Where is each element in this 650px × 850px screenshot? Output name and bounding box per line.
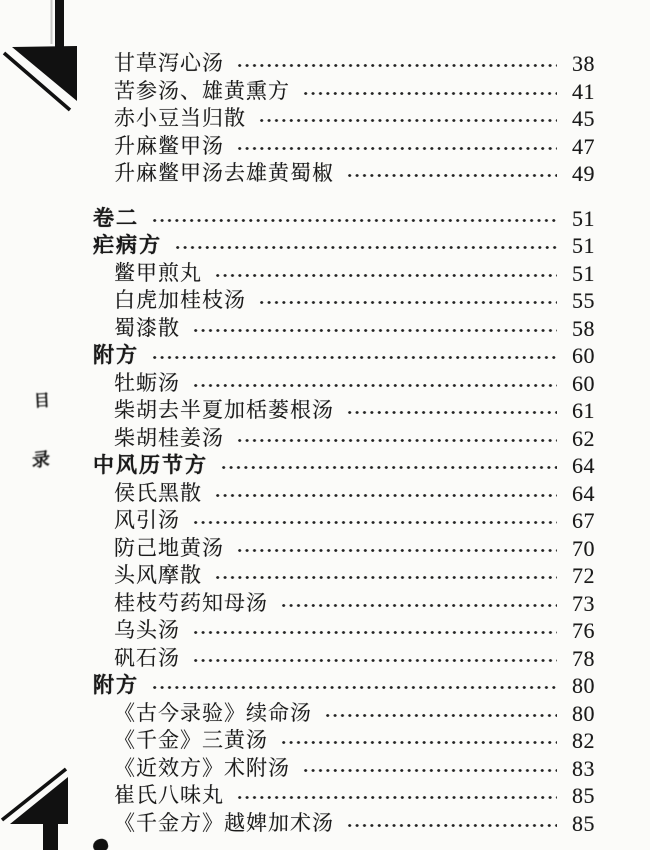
dot-leader (236, 64, 557, 67)
dot-leader (236, 549, 557, 552)
toc-entry-title: 矾石汤 (114, 645, 180, 670)
toc-row (0, 672, 595, 700)
toc-entry-title: 《古今录验》续命汤 (114, 700, 312, 725)
dot-leader (302, 92, 557, 95)
toc-row (0, 78, 595, 106)
toc-entry-title: 风引汤 (114, 508, 180, 532)
dot-leader (324, 714, 557, 717)
toc-entry-page: 70 (572, 535, 595, 561)
dot-leader (280, 604, 557, 607)
dot-leader (192, 659, 557, 662)
toc-entry-title: 甘草泻心汤 (114, 51, 224, 75)
dot-leader (192, 521, 557, 524)
toc-row (0, 287, 595, 315)
toc-entry-title: 崔氏八味丸 (114, 783, 224, 807)
corner-mark-bottom-icon (0, 758, 90, 850)
toc-entry-title: 蜀漆散 (114, 315, 180, 340)
toc-entry-page: 72 (572, 563, 595, 588)
dot-leader (151, 356, 557, 359)
toc-entry-title: 升麻鳖甲汤去雄黄蜀椒 (114, 161, 334, 185)
toc-row (0, 590, 595, 618)
toc-entry-page: 49 (572, 161, 595, 186)
toc-entry-title: 桂枝芍药知母汤 (114, 590, 268, 615)
toc-entry-page: 55 (572, 288, 595, 313)
dot-leader (258, 119, 557, 122)
toc-entry-page: 61 (572, 398, 595, 423)
toc-entry-title: 卷二 (93, 206, 139, 230)
dot-leader (236, 147, 557, 150)
toc-entry-page: 76 (572, 618, 595, 643)
toc-entry-page: 38 (572, 51, 595, 76)
toc-row (0, 397, 595, 425)
toc-row (0, 342, 595, 370)
toc-entry-title: 中风历节方 (93, 454, 208, 477)
toc-entry-title: 苦参汤、雄黄熏方 (114, 78, 290, 103)
toc-entry-page: 82 (572, 728, 595, 753)
toc-row (0, 315, 595, 343)
toc-entry-page: 60 (572, 370, 595, 396)
dot-leader (236, 439, 557, 442)
toc-entry-title: 附方 (93, 674, 139, 697)
dot-leader (346, 824, 557, 827)
ink-blot (92, 837, 110, 850)
toc-row (0, 700, 595, 728)
toc-row (0, 205, 595, 233)
toc-entry-title: 升麻鳖甲汤 (114, 133, 224, 158)
toc-entry-title: 《千金》三黄汤 (114, 728, 268, 752)
dot-leader (214, 274, 557, 277)
toc-entry-title: 白虎加桂枝汤 (114, 288, 246, 312)
toc-entry-page: 41 (572, 78, 595, 104)
toc-entry-page: 51 (572, 260, 595, 286)
toc-list (0, 50, 650, 837)
dot-leader (192, 329, 557, 332)
toc-entry-page: 85 (572, 783, 595, 808)
margin-label-char: 目 (33, 392, 51, 411)
toc-entry-title: 牡蛎汤 (114, 370, 180, 395)
toc-entry-page: 78 (572, 645, 595, 671)
dot-leader (192, 384, 557, 387)
toc-entry-title: 防己地黄汤 (114, 535, 224, 560)
toc-entry-page: 80 (572, 673, 595, 698)
toc-row (0, 480, 595, 508)
dot-leader (346, 174, 557, 177)
dot-leader (220, 466, 557, 469)
toc-row (0, 562, 595, 590)
dot-leader (151, 686, 557, 689)
dot-leader (174, 246, 557, 249)
dot-leader (192, 631, 557, 634)
toc-entry-title: 柴胡去半夏加栝蒌根汤 (114, 398, 334, 422)
toc-entry-page: 67 (572, 508, 595, 533)
toc-row (0, 507, 595, 535)
dot-leader (302, 769, 557, 772)
toc-entry-page: 51 (572, 233, 595, 258)
toc-row (0, 50, 595, 78)
toc-row (0, 105, 595, 133)
toc-entry-page: 51 (572, 205, 595, 231)
toc-row (0, 645, 595, 673)
toc-row (0, 370, 595, 398)
toc-entry-page: 64 (572, 453, 595, 478)
toc-row (0, 727, 595, 755)
dot-leader (236, 796, 557, 799)
toc-entry-page: 83 (572, 755, 595, 781)
toc-entry-title: 《千金方》越婢加术汤 (114, 810, 334, 835)
toc-entry-page: 45 (572, 106, 595, 131)
toc-entry-page: 64 (572, 480, 595, 506)
toc-row (0, 617, 595, 645)
dot-leader (258, 301, 557, 304)
dot-leader (214, 494, 557, 497)
toc-entry-title: 柴胡桂姜汤 (114, 425, 224, 450)
toc-entry-title: 乌头汤 (114, 618, 180, 642)
toc-entry-title: 侯氏黑散 (114, 480, 202, 505)
toc-entry-title: 《近效方》术附汤 (114, 755, 290, 780)
dot-leader (280, 741, 557, 744)
toc-entry-title: 疟病方 (93, 234, 162, 257)
toc-entry-title: 头风摩散 (114, 563, 202, 587)
toc-entry-page: 62 (572, 425, 595, 451)
toc-entry-page: 47 (572, 133, 595, 159)
margin-label-char: 录 (31, 448, 51, 472)
toc-entry-title: 鳖甲煎丸 (114, 260, 202, 285)
toc-row (0, 448, 595, 480)
toc-row (0, 232, 595, 260)
toc-entry-page: 58 (572, 315, 595, 341)
dot-leader (214, 576, 557, 579)
dot-leader (151, 219, 557, 222)
toc-row (0, 160, 595, 188)
toc-entry-page: 73 (572, 590, 595, 616)
toc-entry-title: 赤小豆当归散 (114, 106, 246, 130)
toc-entry-page: 85 (572, 810, 595, 836)
toc-row (0, 260, 595, 288)
toc-entry-page: 60 (572, 343, 595, 368)
toc-row (0, 535, 595, 563)
dot-leader (346, 411, 557, 414)
toc-entry-page: 80 (572, 700, 595, 726)
toc-row (0, 133, 595, 161)
toc-entry-title: 附方 (93, 344, 139, 367)
toc-row (0, 425, 595, 453)
